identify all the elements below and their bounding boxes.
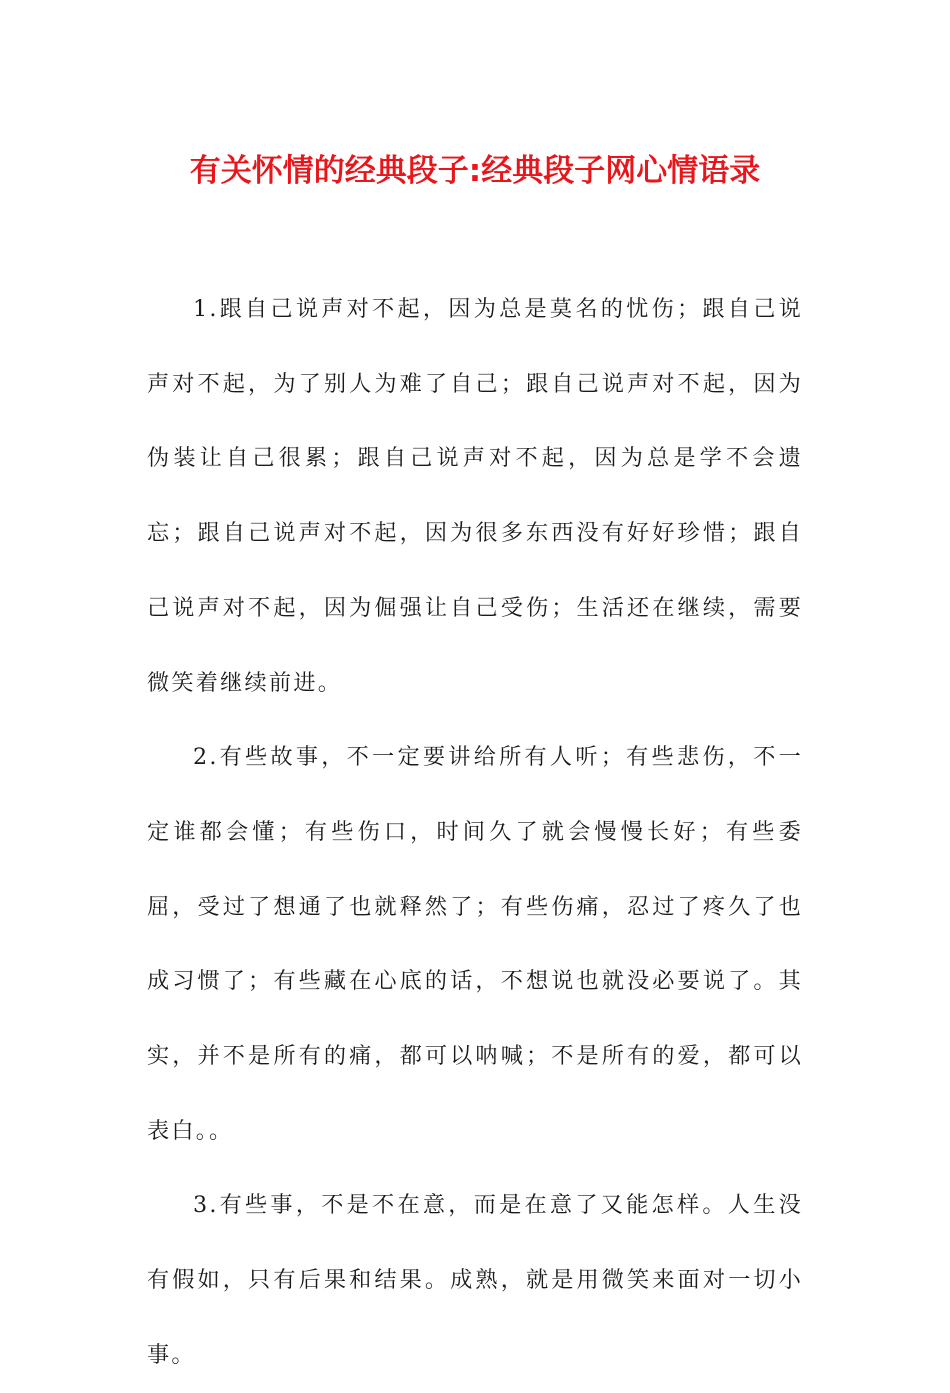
document-title: 有关怀情的经典段子:经典段子网心情语录: [189, 153, 761, 189]
paragraph-2: 2.有些故事，不一定要讲给所有人听；有些悲伤，不一定谁都会懂；有些伤口，时间久了就会慢慢长好；有些委屈，受过了想通了也就释然了；有些伤痛，忍过了疼久了也成习惯了；有些藏在心底的话，不想说也就没必要说了。其实，并不是所有的痛，都可以呐喊；不是所有的爱，都可以表白。。: [147, 744, 803, 1144]
paragraph-1: 1.跟自己说声对不起，因为总是莫名的忧伤；跟自己说声对不起，为了别人为难了自己；跟自己说声对不起，因为伪装让自己很累；跟自己说声对不起，因为总是学不会遗忘；跟自己说声对不起，因为很多东西没有好好珍惜；跟自己说声对不起，因为倔强让自己受伤；生活还在继续，需要微笑着继续前进。: [147, 296, 803, 696]
document-body: [147, 272, 803, 1393]
paragraph-3: 3.有些事，不是不在意，而是在意了又能怎样。人生没有假如，只有后果和结果。成熟，就是用微笑来面对一切小事。: [147, 1192, 803, 1368]
